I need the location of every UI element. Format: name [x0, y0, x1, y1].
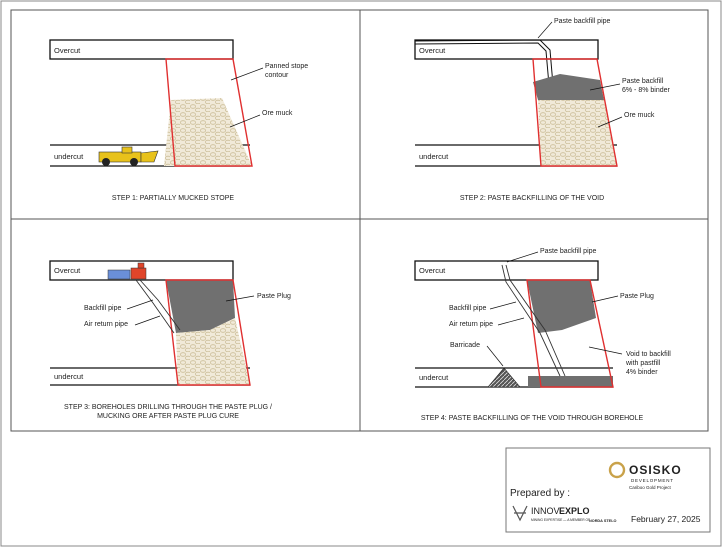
overcut-label: Overcut	[54, 266, 81, 275]
osisko-project: Cariboo Gold Project	[629, 485, 671, 490]
osisko-sub: DEVELOPMENT	[631, 478, 674, 483]
void-backfill-label-1: Void to backfill	[626, 351, 671, 358]
void-backfill-label-2: with pastfill	[626, 360, 661, 367]
planned-contour-label-2: contour	[265, 72, 289, 79]
overcut-label: Overcut	[54, 46, 81, 55]
panel-step-3	[50, 261, 291, 420]
ore-muck-label: Ore muck	[624, 112, 655, 119]
undercut-label: undercut	[419, 373, 449, 382]
step-4-caption: STEP 4: PASTE BACKFILLING OF THE VOID THROUGH BOREHOLE	[420, 415, 644, 422]
paste-plug-label: Paste Plug	[620, 293, 654, 300]
panel-step-4	[415, 248, 671, 422]
backfill-pipe-label: Backfill pipe	[449, 305, 487, 312]
void-backfill-label-3: 4% binder	[626, 369, 658, 376]
ore-muck-label: Ore muck	[262, 110, 293, 117]
paste-backfill-pipe-label: Paste backfill pipe	[540, 248, 597, 255]
paste-plug	[527, 280, 596, 333]
undercut-label: undercut	[419, 152, 449, 161]
air-return-pipe-label: Air return pipe	[449, 321, 493, 328]
step-2-caption: STEP 2: PASTE BACKFILLING OF THE VOID	[459, 195, 605, 202]
step-3-caption-line-2: MUCKING ORE AFTER PASTE PLUG CURE	[97, 413, 239, 420]
osisko-name: OSISKO	[629, 463, 682, 477]
barricade-wall	[488, 368, 520, 387]
innovexplo-name-b: EXPLO	[559, 506, 590, 516]
title-block	[506, 448, 710, 532]
paste-backfill-pipe-label: Paste backfill pipe	[554, 18, 611, 25]
ore-muck-pile	[164, 98, 252, 166]
paste-backfill-mass	[533, 74, 604, 100]
step-1-caption: STEP 1: PARTIALLY MUCKED STOPE	[111, 195, 235, 202]
prepared-by-label: Prepared by :	[510, 488, 571, 499]
ore-muck-pile	[538, 100, 617, 166]
panel-step-1	[50, 40, 308, 202]
planned-contour-label-1: Panned stope	[265, 63, 309, 70]
paste-backfill-label-2: 6% - 8% binder	[622, 87, 670, 94]
overcut-label: Overcut	[419, 46, 446, 55]
document-date: February 27, 2025	[631, 514, 701, 524]
step-3-caption-line-1: STEP 3: BOREHOLES DRILLING THROUGH THE PASTE PLUG /	[64, 404, 272, 411]
innovexplo-tagline: MINING EXPERTISE — A MEMBER OF	[531, 518, 591, 522]
lhd-loader-icon	[99, 147, 158, 166]
paste-plug-label: Paste Plug	[257, 293, 291, 300]
norda-stelo-name: NORDA STELO	[589, 519, 617, 523]
overcut-label: Overcut	[419, 266, 446, 275]
paste-backfill-label-1: Paste backfill	[622, 78, 664, 85]
undercut-label: undercut	[54, 372, 84, 381]
barricade-label: Barricade	[450, 342, 480, 349]
panel-step-2	[415, 18, 671, 202]
undercut-label: undercut	[54, 152, 84, 161]
air-return-pipe-label: Air return pipe	[84, 321, 128, 328]
innovexplo-name-a: INNOV	[531, 506, 560, 516]
backfill-pipe-label: Backfill pipe	[84, 305, 122, 312]
